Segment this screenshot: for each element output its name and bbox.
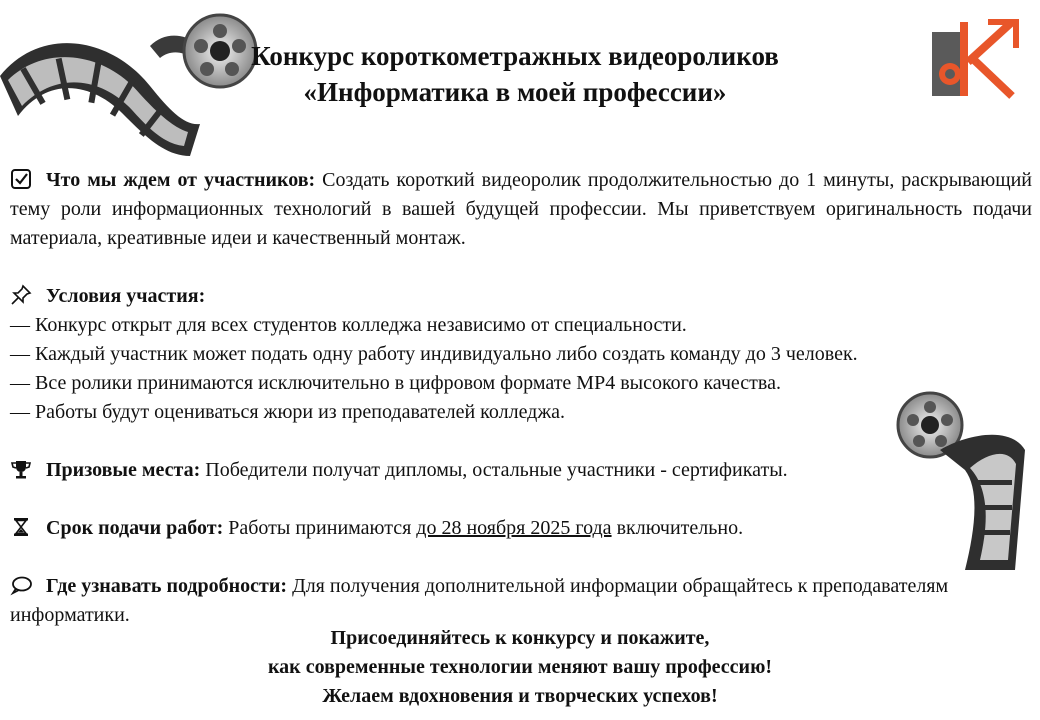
title-line-1: Конкурс короткометражных видеороликов	[251, 41, 779, 71]
section-text: Создать короткий видеоролик продолжительностью до 1 минуты, раскрывающий тему роли информационных технологий в вашей будущей профессии. Мы приветствуем оригинальность подачи материала, креативные идеи и качественный монтаж.	[10, 169, 1033, 249]
list-item: — Работы будут оцениваться жюри из преподавателей колледжа.	[10, 401, 566, 423]
section-conditions	[10, 282, 1032, 311]
speech-bubble-icon	[10, 574, 36, 596]
section-heading: Призовые места:	[46, 459, 201, 481]
section-text: Для получения дополнительной информации обращайтесь к преподавателям информатики.	[10, 575, 949, 626]
checkbox-icon	[10, 168, 36, 190]
trophy-icon	[10, 458, 36, 480]
hourglass-icon	[10, 516, 36, 538]
section-heading: Срок подачи работ:	[46, 517, 224, 539]
section-prizes	[10, 456, 1032, 485]
list-item: — Все ролики принимаются исключительно в цифровом формате MP4 высокого качества.	[10, 372, 781, 394]
page-title	[230, 38, 800, 110]
list-item: — Конкурс открыт для всех студентов колледжа независимо от специальности.	[10, 314, 687, 336]
closing-line-1: Присоединяйтесь к конкурсу и покажите,	[330, 627, 710, 649]
closing-line-2: как современные технологии меняют вашу профессию!	[267, 656, 773, 678]
title-line-2: «Информатика в моей профессии»	[303, 77, 727, 107]
college-logo	[928, 18, 1020, 100]
section-heading: Что мы ждем от участников:	[46, 169, 316, 191]
section-heading: Условия участия:	[46, 285, 206, 307]
list-item: — Каждый участник может подать одну работу индивидуально либо создать команду до 3 человек.	[10, 343, 858, 365]
section-expectations	[10, 166, 1032, 253]
section-deadline	[10, 514, 1032, 543]
pushpin-icon	[10, 284, 36, 306]
section-info	[10, 572, 1032, 630]
section-text: Работы принимаются	[228, 517, 412, 539]
section-text: включительно.	[616, 517, 744, 539]
closing-message	[0, 624, 1040, 711]
section-heading: Где узнавать подробности:	[46, 575, 288, 597]
announcement-body	[10, 166, 1032, 630]
deadline-date: до 28 ноября 2025 года	[416, 517, 612, 539]
section-text: Победители получат дипломы, остальные участники - сертификаты.	[205, 459, 788, 481]
closing-line-3: Желаем вдохновения и творческих успехов!	[322, 685, 718, 707]
